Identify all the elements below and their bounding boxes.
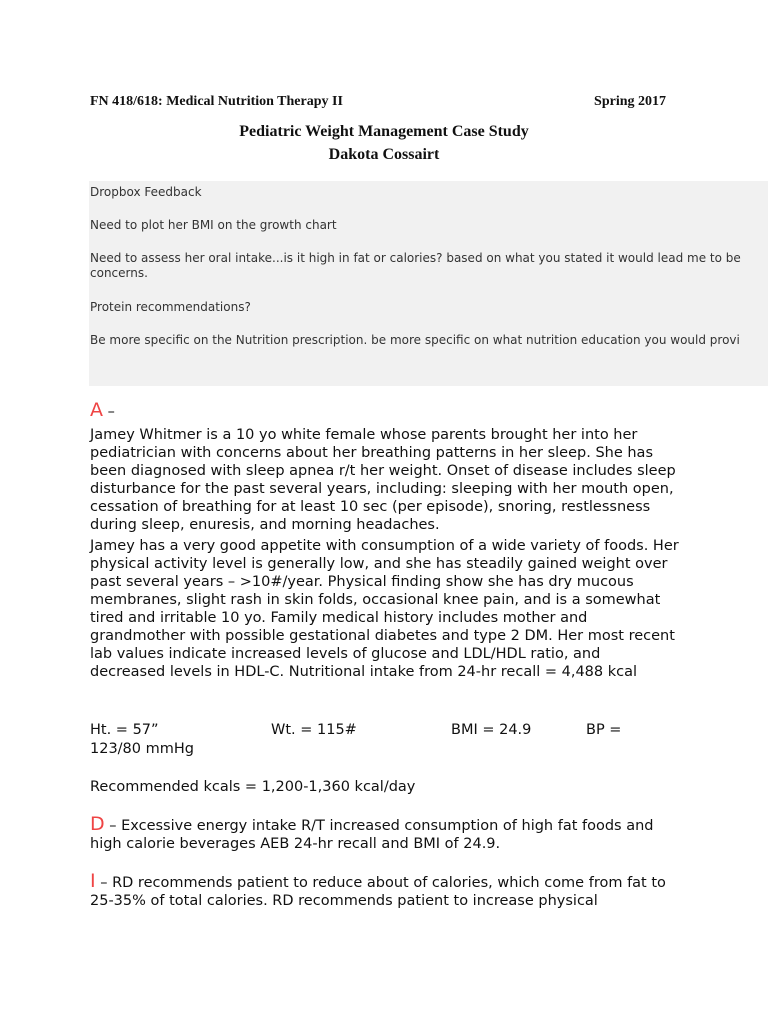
bp-value: 123/80 mmHg — [90, 741, 194, 757]
document-header — [90, 94, 666, 112]
diagnosis-text: – Excessive energy intake R/T increased consumption of high fat foods and high calorie beverages AEB 24-hr recall and BMI of 24.9. — [90, 818, 654, 852]
feedback-item: Need to assess her oral intake...is it high in fat or calories? based on what you stated it would lead me to be — [90, 251, 741, 265]
section-letter-a: A — [90, 399, 103, 421]
term-label: Spring 2017 — [594, 94, 666, 109]
feedback-box — [89, 181, 768, 386]
feedback-item: Need to plot her BMI on the growth chart — [90, 218, 337, 232]
section-d-diagnosis — [90, 815, 680, 853]
author-name: Dakota Cossairt — [328, 146, 440, 163]
feedback-item: Be more specific on the Nutrition prescription. be more specific on what nutrition education you would provi — [90, 333, 740, 347]
feedback-item: Protein recommendations? — [90, 300, 251, 314]
recommended-kcals: Recommended kcals = 1,200-1,360 kcal/day — [90, 779, 416, 795]
section-i-intervention — [90, 872, 680, 910]
assessment-paragraph-1: Jamey Whitmer is a 10 yo white female whose parents brought her into her pediatrician with concerns about her breathing patterns in her sleep. She has been diagnosed with sleep apnea r/t her weight. Onset of disease includes sleep disturbance for the past several years, including: sleeping with her mouth open, cessation of breathing for at least 10 sec (per episode), snoring, restlessness during sleep, enuresis, and morning headaches. — [90, 427, 676, 533]
assessment-paragraph-2: Jamey has a very good appetite with consumption of a wide variety of foods. Her physical activity level is generally low, and she has steadily gained weight over past several years – >10#/year. Physical finding show she has dry mucous membranes, slight rash in skin folds, occasional knee pain, and is a somewhat tired and irritable 10 yo. Family medical history includes mother and grandmother with possible gestational diabetes and type 2 DM. Her most recent lab values indicate increased levels of glucose and LDL/HDL ratio, and decreased levels in HDL-C. Nutritional intake from 24-hr recall = 4,488 kcal — [90, 538, 679, 680]
page-title: Pediatric Weight Management Case Study — [239, 123, 529, 140]
anthropometrics-row — [90, 721, 690, 761]
feedback-heading: Dropbox Feedback — [90, 185, 202, 199]
feedback-item-continued: concerns. — [90, 266, 148, 280]
bmi-value: BMI = 24.9 — [451, 722, 532, 738]
bp-label: BP = — [586, 722, 622, 738]
intervention-text: – RD recommends patient to reduce about of calories, which come from fat to 25-35% of total calories. RD recommends patient to increase physical — [90, 875, 666, 909]
section-letter-i: I — [90, 870, 96, 892]
weight-value: Wt. = 115# — [271, 722, 357, 738]
section-letter-d: D — [90, 813, 105, 835]
height-value: Ht. = 57” — [90, 722, 159, 738]
course-title: FN 418/618: Medical Nutrition Therapy II — [90, 94, 343, 109]
section-a-heading: A – — [90, 399, 115, 421]
